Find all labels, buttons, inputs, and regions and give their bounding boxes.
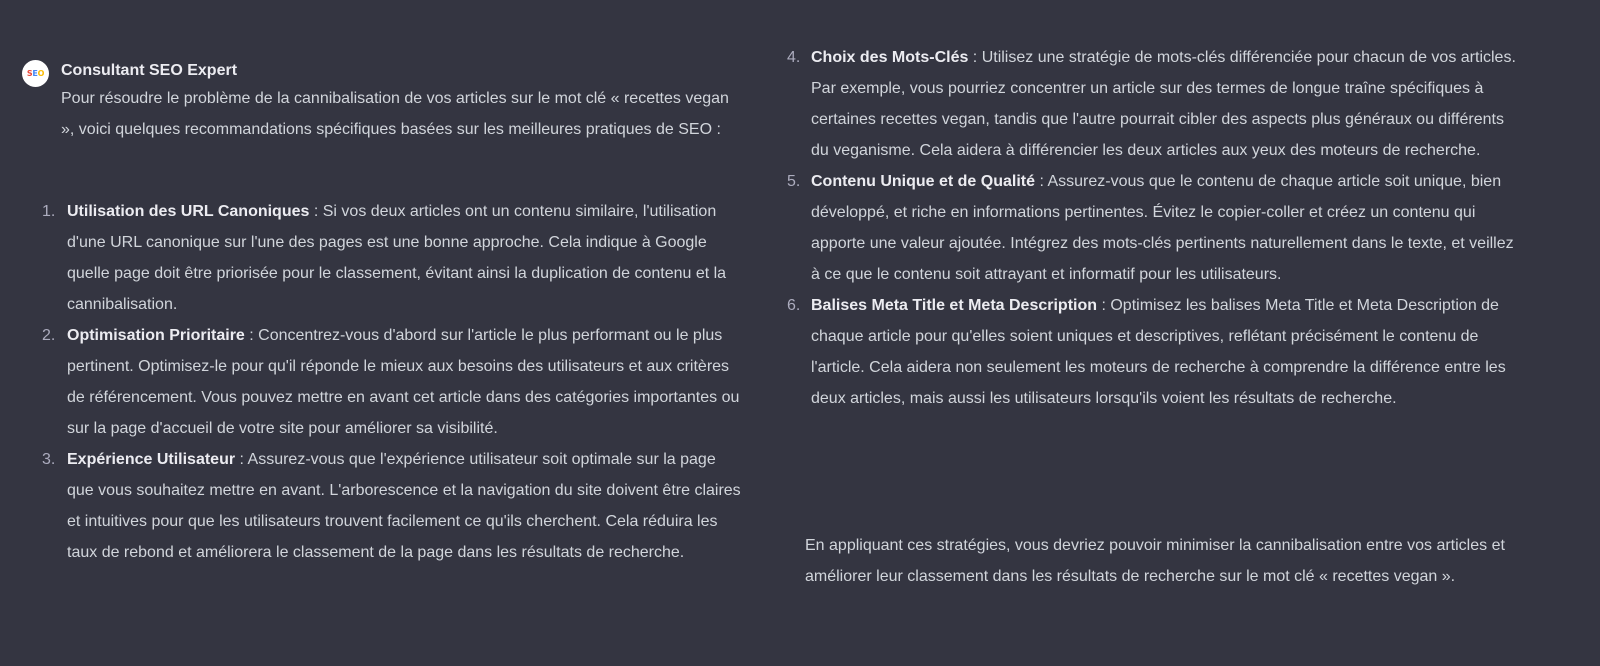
recommendation-list-part-1: [22, 196, 742, 568]
assistant-avatar: [22, 60, 49, 87]
list-item-number: 5.: [787, 173, 801, 190]
list-item-text: : Assurez-vous que l'expérience utilisateur soit optimale sur la page que vous souhaitez mettre en avant. L'arborescence et la navigation du site doivent être claires et intuitives pour que les utilisateurs trouvent facilement ce qu'ils cherchent. Cela réduira les taux de rebond et améliorera le classement de la page dans les résultats de recherche.: [67, 451, 741, 561]
avatar-letter-e: E: [32, 69, 38, 78]
list-item-number: 2.: [42, 327, 56, 344]
list-item: [787, 166, 1525, 290]
list-item-text: : Si vos deux articles ont un contenu similaire, l'utilisation d'une URL canonique sur l'une des pages est une bonne approche. Cela indique à Google quelle page doit être priorisée pour le classement, évitant ainsi la duplication de contenu et la cannibalisation.: [67, 203, 727, 313]
list-item-title: Contenu Unique et de Qualité: [811, 173, 1036, 190]
list-item-text: : Assurez-vous que le contenu de chaque article soit unique, bien développé, et riche en informations pertinentes. Évitez le copier-coller et créez un contenu qui apporte une valeur ajoutée. Intégrez des mots-clés pertinents naturellement dans le texte, et veillez à ce que le contenu soit attrayant et informatif pour les utilisateurs.: [811, 173, 1514, 283]
list-item-title: Utilisation des URL Canoniques: [67, 203, 310, 220]
list-item-number: 4.: [787, 49, 801, 66]
list-item: [22, 444, 742, 568]
list-item-text: : Utilisez une stratégie de mots-clés différenciée pour chacun de vos articles. Par exemple, vous pourriez concentrer un article sur des termes de longue traîne spécifiques à certaines recettes vegan, tandis que l'autre pourrait cibler des aspects plus généraux ou différents du veganisme. Cela aidera à différencier les deux articles aux yeux des moteurs de recherche.: [811, 49, 1516, 159]
list-item-number: 3.: [42, 451, 56, 468]
list-item: [22, 320, 742, 444]
list-item: [22, 196, 742, 320]
list-item-number: 6.: [787, 297, 801, 314]
list-item-title: Choix des Mots-Clés: [811, 49, 969, 66]
avatar-letter-o: O: [37, 69, 45, 78]
list-item: [787, 290, 1525, 414]
list-item-title: Optimisation Prioritaire: [67, 327, 245, 344]
list-item-title: Balises Meta Title et Meta Description: [811, 297, 1098, 314]
list-item-title: Expérience Utilisateur: [67, 451, 236, 468]
avatar-letter-s: S: [26, 69, 33, 78]
recommendation-list-part-2: [787, 42, 1525, 414]
list-item-text: : Optimisez les balises Meta Title et Meta Description de chaque article pour qu'elles soient uniques et descriptives, reflétant précisément le contenu de l'article. Cela aidera non seulement les moteurs de recherche à comprendre la différence entre les deux articles, mais aussi les utilisateurs lorsqu'ils voient les résultats de recherche.: [811, 297, 1506, 407]
list-item-text: : Concentrez-vous d'abord sur l'article le plus performant ou le plus pertinent. Optimisez-le pour qu'il réponde le mieux aux besoins des utilisateurs et aux critères de référencement. Vous pouvez mettre en avant cet article dans des catégories importantes ou sur la page d'accueil de votre site pour améliorer sa visibilité.: [67, 327, 740, 437]
list-item-number: 1.: [42, 203, 56, 220]
assistant-name: Consultant SEO Expert: [61, 62, 238, 79]
message-conclusion: En appliquant ces stratégies, vous devriez pouvoir minimiser la cannibalisation entre vos articles et améliorer leur classement dans les résultats de recherche sur le mot clé « recettes vegan ».: [805, 537, 1505, 585]
message-intro: Pour résoudre le problème de la cannibalisation de vos articles sur le mot clé « recettes vegan », voici quelques recommandations spécifiques basées sur les meilleures pratiques de SEO :: [61, 90, 729, 138]
list-item: [787, 42, 1525, 166]
